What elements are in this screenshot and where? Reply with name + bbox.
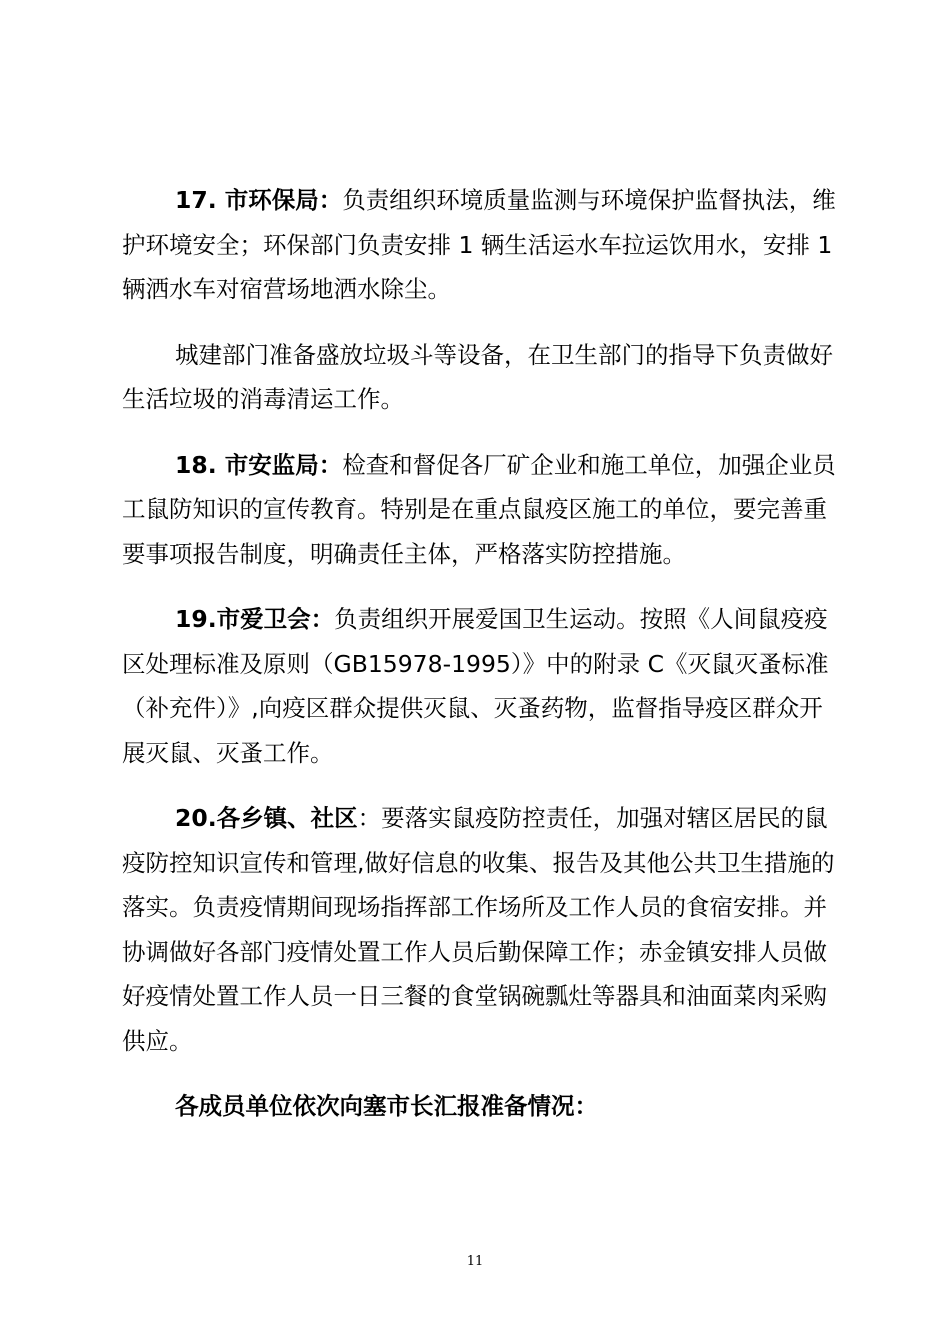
closing-statement: 各成员单位依次向塞市长汇报准备情况： <box>175 1092 598 1120</box>
paragraph-text: 检查和督促各厂矿企业和施工单位，加强企业员工鼠防知识的宣传教育。特别是在重点鼠疫区施工的单位，要完善重要事项报告制度，明确责任主体，严格落实防控措施。 <box>122 450 836 568</box>
paragraph-heading: 17. 市环保局： <box>175 186 343 214</box>
paragraph-env-protection-bureau <box>122 178 842 312</box>
paragraph-urban-construction <box>122 333 842 422</box>
paragraph-heading: 18. 市安监局： <box>175 450 343 479</box>
paragraph-towns-communities <box>122 796 842 1063</box>
paragraph-text: 负责组织开展爱国卫生运动。按照《人间鼠疫疫区处理标准及原则（GB15978-1995）》中的附录 C《灭鼠灭蚤标准（补充件）》,向疫区群众提供灭鼠、灭蚤药物，监督指导疫区群众开展灭鼠、灭蚤工作。 <box>122 605 829 767</box>
page-number: 11 <box>466 1254 484 1269</box>
paragraph-text: ：要落实鼠疫防控责任，加强对辖区居民的鼠疫防控知识宣传和管理,做好信息的收集、报告及其他公共卫生措施的落实。负责疫情期间现场指挥部工作场所及工作人员的食宿安排。并协调做好各部门疫情处置工作人员后勤保障工作；赤金镇安排人员做好疫情处置工作人员一日三餐的食堂锅碗瓢灶等器具和油面菜肉采购供应。 <box>122 804 835 1055</box>
paragraph-text: 负责组织环境质量监测与环境保护监督执法，维护环境安全；环保部门负责安排 1 辆生活运水车拉运饮用水，安排 1 辆洒水车对宿营场地洒水除尘。 <box>122 186 836 303</box>
document-body <box>122 178 842 1129</box>
paragraph-safety-bureau <box>122 443 842 577</box>
paragraph-text: 城建部门准备盛放垃圾斗等设备，在卫生部门的指导下负责做好生活垃圾的消毒清运工作。 <box>122 340 833 413</box>
paragraph-patriotic-health-committee <box>122 597 842 775</box>
paragraph-heading: 20.各乡镇、社区 <box>175 804 358 832</box>
paragraph-heading: 19.市爱卫会： <box>175 605 335 633</box>
